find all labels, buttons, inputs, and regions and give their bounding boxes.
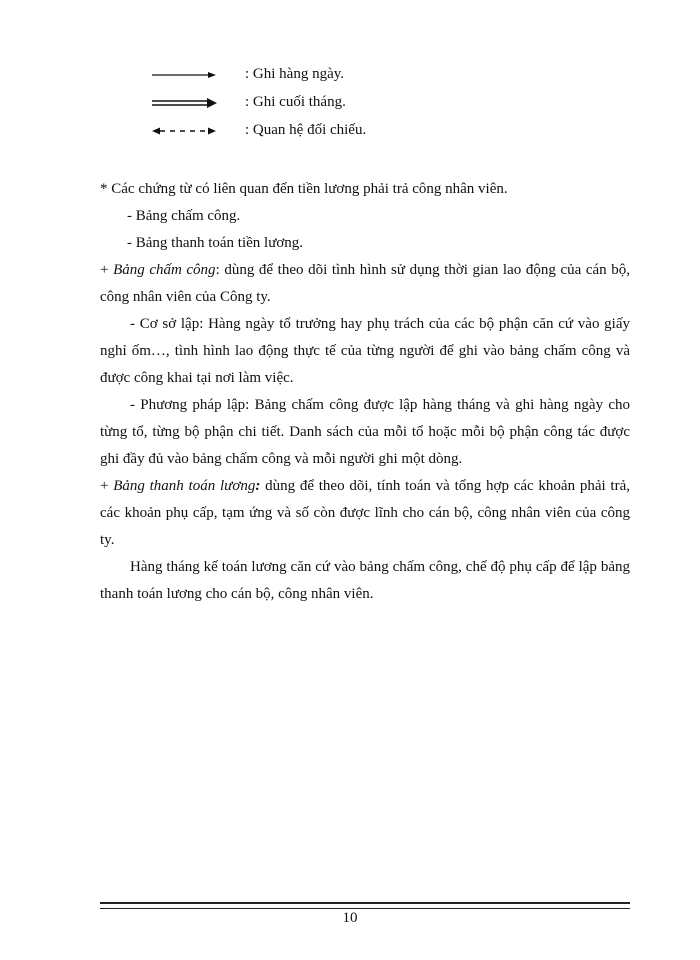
term-description: dùng để theo dõi, tính toán và tổng hợp các khoản phải trả, các khoản phụ cấp, tạm ứng và số còn được lĩnh cho cán bộ, công nhân viên của công ty. bbox=[100, 478, 630, 548]
document-body bbox=[100, 176, 630, 608]
legend-label-daily: : Ghi hàng ngày. bbox=[245, 66, 345, 82]
double-arrow-icon bbox=[150, 95, 220, 111]
legend-label-reconcile: : Quan hệ đối chiếu. bbox=[245, 122, 367, 138]
term-bang-thanh-toan: Bảng thanh toán lương bbox=[113, 478, 256, 494]
term-description: : dùng để theo dõi tình hình sử dụng thời gian lao động của cán bộ, công nhân viên của Công ty. bbox=[100, 262, 631, 305]
footer-rule bbox=[100, 902, 630, 909]
bullet-prefix: + bbox=[100, 262, 114, 278]
co-so-lap-paragraph: - Cơ sở lập: Hàng ngày tổ trưởng hay phụ trách của các bộ phận căn cứ vào giấy nghỉ ốm…, tình hình lao động thực tế của từng người để ghi vào bảng chấm công và được công khai tại nơi làm việc. bbox=[100, 316, 630, 386]
page-number: 10 bbox=[342, 910, 358, 926]
solid-arrow-icon bbox=[150, 67, 220, 83]
bullet-prefix: + bbox=[100, 478, 114, 494]
dashed-double-arrow-icon bbox=[150, 123, 220, 139]
closing-paragraph: Hàng tháng kế toán lương căn cứ vào bảng chấm công, chế độ phụ cấp để lập bảng thanh toán lương cho cán bộ, công nhân viên. bbox=[100, 559, 630, 602]
list-item: - Bảng chấm công. bbox=[127, 208, 241, 224]
term-bang-cham-cong: Bảng chấm công bbox=[113, 262, 216, 278]
list-item: - Bảng thanh toán tiền lương. bbox=[127, 235, 304, 251]
term-colon: : bbox=[255, 478, 261, 494]
bang-cham-cong-paragraph bbox=[100, 257, 630, 311]
legend-label-monthly: : Ghi cuối tháng. bbox=[245, 94, 346, 110]
bang-thanh-toan-paragraph bbox=[100, 473, 630, 554]
phuong-phap-lap-paragraph: - Phương pháp lập: Bảng chấm công được lập hàng tháng và ghi hàng ngày cho từng tổ, từng bộ phận chi tiết. Danh sách của mỗi tổ hoặc mỗi bộ phận công tác được ghi đầy đủ vào bảng chấm công và mỗi người ghi một dòng. bbox=[100, 397, 630, 467]
section-heading: * Các chứng từ có liên quan đến tiền lương phải trả công nhân viên. bbox=[100, 181, 508, 197]
